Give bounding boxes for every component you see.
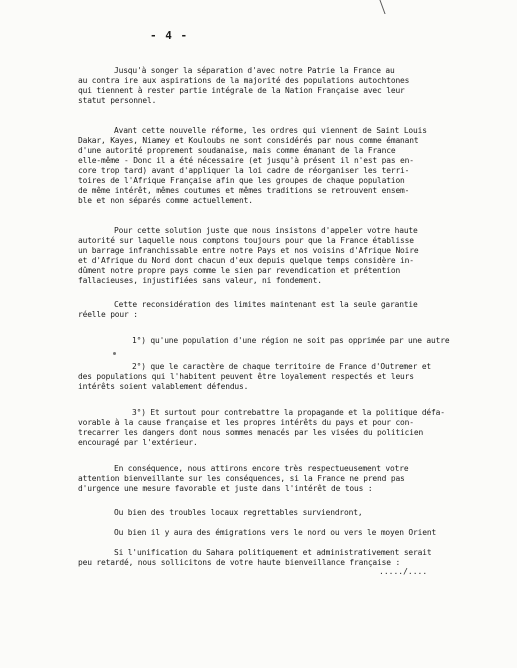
page-number: - 4 - [150,29,189,42]
text-line: de même intérêt, mêmes coutumes et mêmes traditions se retrouvent ensem- [78,186,410,195]
text-line: un barrage infranchissable entre notre Pays et nos voisins d'Afrique Noire [78,246,419,255]
text-line: toires de l'Afrique Française afin que les groupes de chaque population [78,176,405,185]
text-line: Pour cette solution juste que nous insistons d'appeler votre haute [114,226,418,235]
text-line: Ou bien des troubles locaux regrettables surviendront, [114,508,363,517]
text-line: En conséquence, nous attirons encore très respectueusement votre [114,464,409,473]
text-line: d'urgence une mesure favorable et juste dans l'intérêt de tous : [78,484,373,493]
continuation-mark: ...../.... [379,567,428,576]
text-line: 3°) Et surtout pour contrebattre la propagande et la politique défa- [132,408,445,417]
text-line: d'une autorité proprement soudanaise, mais comme émanant de la France [78,146,396,155]
text-line: attention bienveillante sur les conséquences, si la France ne prend pas [78,474,405,483]
text-line: réelle pour : [78,310,138,319]
text-line: Si l'unification du Sahara politiquement et administrativement serait [114,548,432,557]
text-line: Cette reconsidération des limites maintenant est la seule garantie [114,300,418,309]
ink-spot [113,352,116,355]
text-line: Avant cette nouvelle réforme, les ordres qui viennent de Saint Louis [114,126,427,135]
text-line: core trop tard) avant d'appliquer la loi cadre de réorganiser les terri- [78,166,410,175]
text-line: trecarrer les dangers dont nous sommes menacés par les visées du politicien [78,428,424,437]
text-line: 2°) que le caractère de chaque territoire de France d'Outremer et [132,362,432,371]
text-line: et d'Afrique du Nord dont chacun d'eux depuis quelque temps considère in- [78,256,414,265]
text-line: dûment notre propre pays comme le sien par revendication et prétention [78,266,401,275]
text-line: peu retardé, nous sollicitons de votre haute bienveillance française : [78,558,401,567]
text-line: au contra ire aux aspirations de la majorité des populations autochtones [78,76,410,85]
text-line: encouragé par l'extérieur. [78,438,198,447]
text-line: Ou bien il y aura des émigrations vers le nord ou vers le moyen Orient [114,528,437,537]
text-line: autorité sur laquelle nous comptons toujours pour que la France établisse [78,236,414,245]
text-line: Dakar, Kayes, Niamey et Kouloubs ne sont considérés par nous comme émanant [78,136,419,145]
text-line: des populations qui l'habitent peuvent être loyalement respectés et leurs [78,372,414,381]
pen-mark [373,0,385,14]
text-line: elle-même - Donc il a été nécessaire (et jusqu'à présent il n'est pas en- [78,156,414,165]
text-line: vorable à la cause française et les propres intérêts du pays et pour con- [78,418,414,427]
text-line: ble et non séparés comme actuellement. [78,196,253,205]
text-line: statut personnel. [78,96,157,105]
text-line: intérêts soient valablement défendus. [78,382,249,391]
text-line: 1°) qu'une population d'une région ne soit pas opprimée par une autre [132,336,450,345]
text-line: qui tiennent à rester partie intégrale de la Nation Française avec leur [78,86,405,95]
text-line: fallacieuses, injustifiées sans valeur, ni fondement. [78,276,322,285]
text-line: Jusqu'à songer la séparation d'avec notre Patrie la France au [114,66,395,75]
